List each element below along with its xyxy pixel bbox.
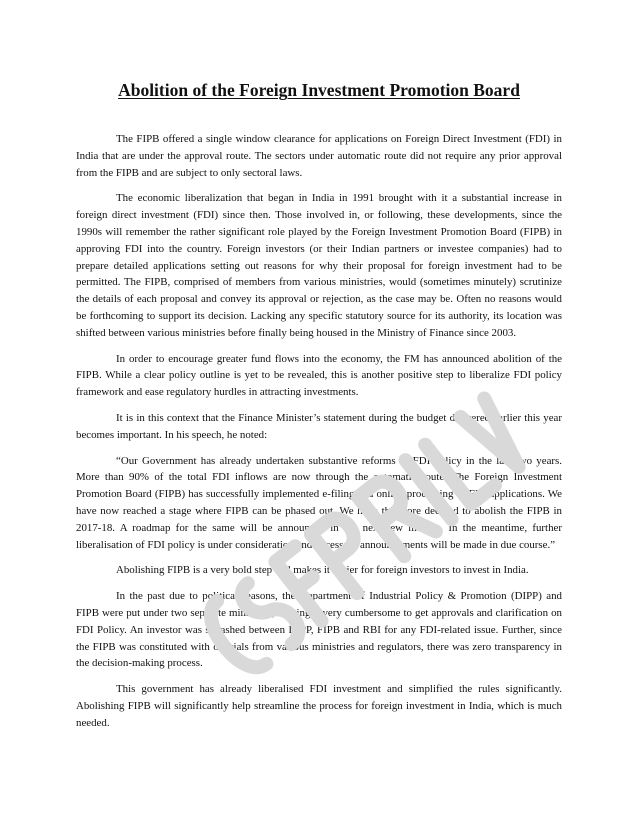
- document-title: [0, 79, 638, 101]
- document-title-text: Abolition of the Foreign Investment Promotion Board: [118, 80, 520, 100]
- paragraph-abolition-announcement: In order to encourage greater fund flows into the economy, the FM has announced abolition of the FIPB. While a clear policy outline is yet to be revealed, this is another positive step to liberalize FDI policy framework and ease regulatory hurdles in attracting investments.: [76, 352, 562, 399]
- document-body: [76, 131, 562, 741]
- paragraph-fipb-overview: The FIPB offered a single window clearance for applications on Foreign Direct Investment (FDI) in India that are under the approval route. The sectors under automatic route did not require any prior approval from the FIPB and are subject to only sectoral laws.: [76, 133, 562, 179]
- paragraph-conclusion: This government has already liberalised FDI investment and simplified the rules significantly. Abolishing FIPB will significantly help streamline the process for foreign investment in India, which is much needed.: [76, 683, 562, 729]
- paragraph-budget-context: It is in this context that the Finance Minister’s statement during the budget delivered earlier this year becomes important. In his speech, he noted:: [76, 411, 562, 441]
- paragraph-budget-quote: “Our Government has already undertaken substantive reforms in FDI policy in the last two years. More than 90% of the total FDI inflows are now through the automatic route. The Foreign Investment Promotion Board (FIPB) has successfully implemented e-filing and online processing of FDI applications. We have now reached a stage where FIPB can be phased out. We have therefore decided to abolish the FIPB in 2017-18. A roadmap for the same will be announced in the next few months. In the meantime, further liberalisation of FDI policy is under consideration and necessary announcements will be made in due course.”: [76, 454, 562, 551]
- paragraph-bold-step: Abolishing FIPB is a very bold step and makes it easier for foreign investors to invest in India.: [116, 564, 529, 577]
- paragraph-liberalization-history: The economic liberalization that began in India in 1991 brought with it a substantial increase in foreign direct investment (FDI) since then. Those involved in, or following, these developments, since the 1990s will remember the rather significant role played by the Foreign Investment Promotion Board (FIPB) in approving FDI into the country. Foreign investors (or their Indian partners or investee companies) had to prepare detailed applications setting out reasons for why their proposal for foreign investment had to be permitted. The FIPB, comprised of members from various ministries, would (sometimes minutely) scrutinize the details of each proposal and convey its approval or rejection, as the case may be. Often no reasons would be forthcoming to support its decision. Lacking any specific statutory source for its authority, its location was shifted between various ministries before finally being housed in the Ministry of Finance since 2003.: [76, 192, 562, 339]
- paragraph-political-reasons: In the past due to political reasons, the Department of Industrial Policy & Promotion (DIPP) and FIPB were put under two separate ministries, making it very cumbersome to get approvals and clarification on FDI Policy. An investor was squashed between DIPP, FIPB and RBI for any FDI-related issue. Further, since the FIPB was constituted with officials from various ministries and regulators, there was zero transparency in the decision-making process.: [76, 590, 562, 670]
